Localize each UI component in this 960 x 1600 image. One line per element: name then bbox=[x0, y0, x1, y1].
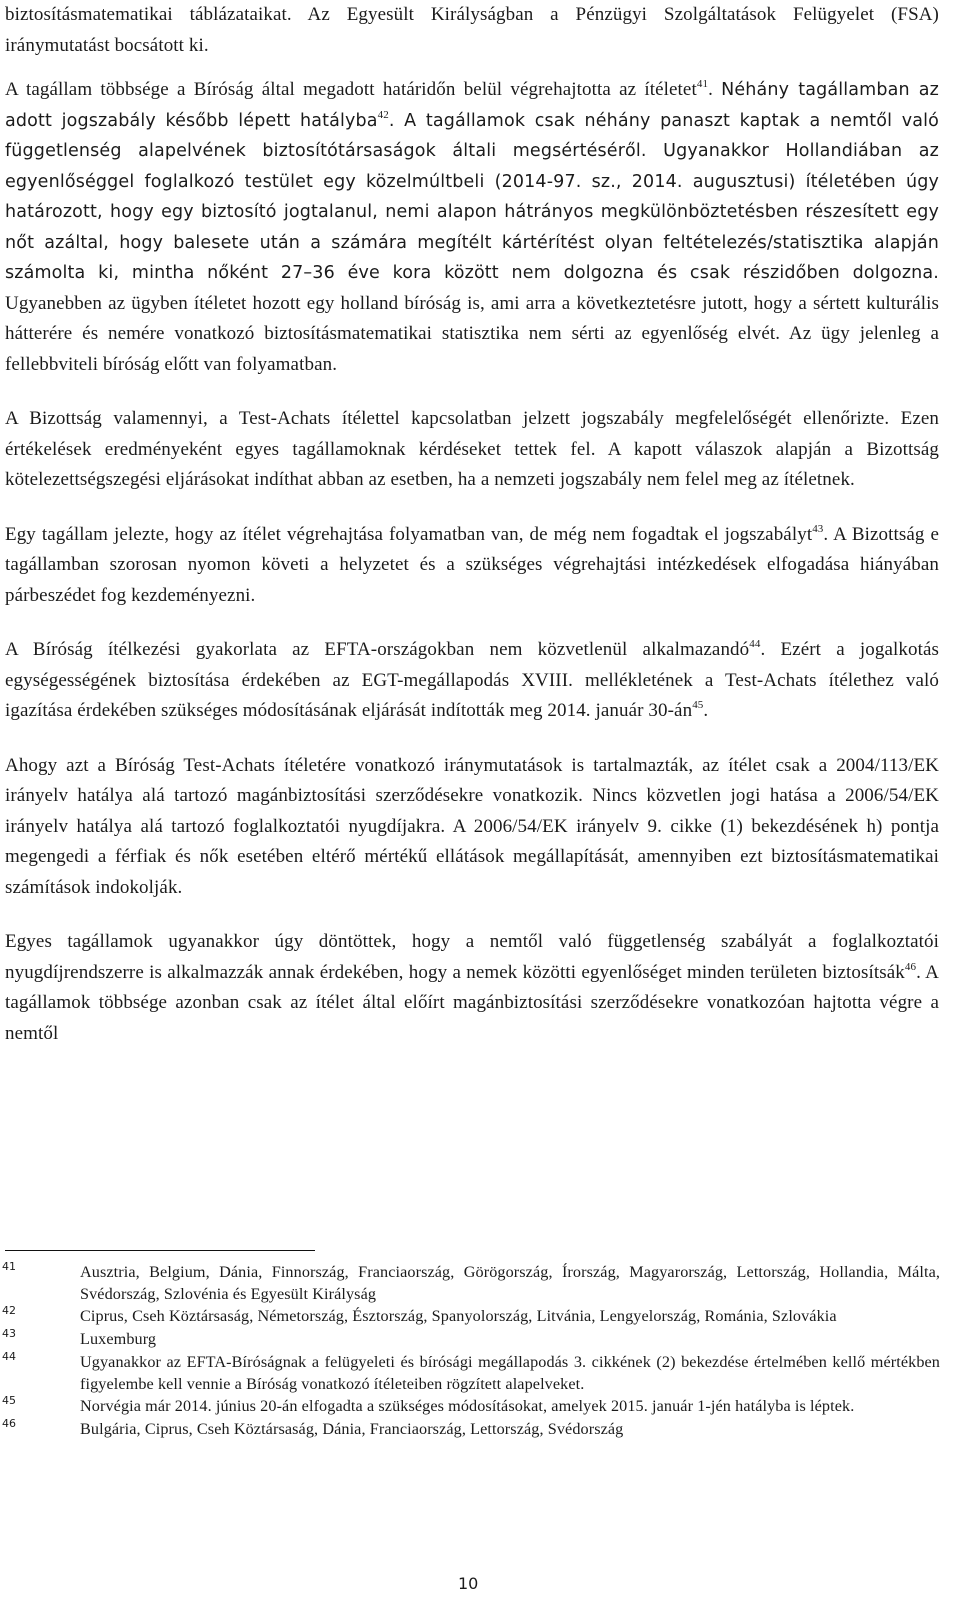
paragraph-text: . bbox=[703, 700, 709, 721]
paragraph-text: Egy tagállam jelezte, hogy az ítélet végrehajtása folyamatban van, de még nem fogadtak el jogszabályt bbox=[5, 523, 813, 545]
paragraph-text: A tagállam többsége a Bíróság által megadott határidőn belül végrehajtotta az ítéletet bbox=[5, 79, 697, 100]
footnote-text: Bulgária, Ciprus, Cseh Köztársaság, Dánia, Franciaország, Lettország, Svédország bbox=[80, 1420, 624, 1438]
paragraph-text: . Ezért a jogalkotás egységességének biztosítása érdekében az EGT-megállapodás XVIII. mellékletének a Test-Achats ítélethez való igazítása érdekében szükséges módosításának eljárását indították meg 2014. január 30-án bbox=[5, 639, 939, 721]
paragraph-text: Ahogy azt a Bíróság Test-Achats ítéletére vonatkozó iránymutatások is tartalmazták, az ítélet csak a 2004/113/EK irányelv hatálya alá tartozó magánbiztosítási szerződésekre vonatkozik. Nincs közvetlen jogi hatása a 2006/54/EK irányelv hatálya alá tartozó foglalkoztatói nyugdíjakra. A 2006/54/EK irányelv 9. cikke (1) bekezdésének h) pontja megengedi a férfiak és nők esetében eltérő mértékű ellátások megállapítását, amennyiben ezt biztosításmatematikai számítások indokolják. bbox=[5, 754, 939, 898]
footnote-number: 41 bbox=[2, 1260, 16, 1273]
paragraph bbox=[5, 927, 939, 1049]
paragraph bbox=[5, 751, 939, 904]
paragraph-text: A Bíróság ítélkezési gyakorlata az EFTA-országokban nem közvetlenül alkalmazandó bbox=[5, 639, 750, 660]
footnote-number: 42 bbox=[2, 1304, 16, 1317]
footnote-41 bbox=[0, 1262, 940, 1305]
footnote-number: 44 bbox=[2, 1350, 16, 1363]
footnote-reference[interactable]: 46 bbox=[904, 960, 917, 973]
footnote-text: Luxemburg bbox=[80, 1330, 157, 1348]
page-number: 10 bbox=[458, 1574, 479, 1593]
paragraph-text: Egyes tagállamok ugyanakkor úgy döntöttek, hogy a nemtől való függetlenség szabályát a foglalkoztatói nyugdíjrendszerre is alkalmazzák annak érdekében, hogy a nemek közötti egyenlőséget minden területen biztosítsák bbox=[5, 931, 939, 983]
paragraph-text: Ugyanebben az ügyben ítéletet hozott egy holland bíróság is, ami arra a következtetésre jutott, hogy a sértett kulturális hátterére és nemére vonatkozó biztosításmatematikai statisztika nem sérti az egyenlőség elvét. Az ügy jelenleg a fellebbviteli bíróság előtt van folyamatban. bbox=[5, 292, 939, 375]
footnote-number: 45 bbox=[2, 1394, 16, 1407]
paragraph bbox=[5, 520, 939, 612]
paragraph-text: . bbox=[708, 79, 722, 100]
footnote-text: Ugyanakkor az EFTA-Bíróságnak a felügyeleti és bírósági megállapodás 3. cikkének (2) bekezdése értelmében kellő mértékben figyelembe kell vennie a Bíróság vonatkozó ítéleteiben rögzített alapelveket. bbox=[80, 1353, 940, 1393]
footnote-text: Norvégia már 2014. június 20-án elfogadta a szükséges módosításokat, amelyek 2015. január 1-jén hatályba is léptek. bbox=[80, 1397, 855, 1415]
footnote-reference[interactable]: 42 bbox=[377, 108, 389, 121]
paragraph-text: . A Bizottság e tagállamban szorosan nyomon követi a helyzetet és a szükséges végrehajtási intézkedések elfogadása hiányában párbeszédet fog kezdeményezni. bbox=[5, 523, 940, 606]
paragraph bbox=[5, 75, 939, 380]
paragraph-text: . A tagállamok csak néhány panaszt kaptak a nemtől való függetlenség alapelvének biztosítótársaságok általi megsértéséről. Ugyanakkor Hollandiában az egyenlőséggel foglalkozó testület egy közelmúltbeli (2014-97. sz., 2014. augusztusi) ítéletében úgy határozott, hogy egy biztosító jogtalanul, nemi alapon hátrányos megkülönböztetésben részesített egy nőt azáltal, hogy balesete után a számára megítélt kártérítést olyan feltételezés/statisztika alapján számolta ki, mintha nőként 27–36 éve kora között nem dolgozna és csak részidőben dolgozna. bbox=[5, 110, 939, 283]
footnote-text: Ausztria, Belgium, Dánia, Finnország, Franciaország, Görögország, Írország, Magyarország, Lettország, Hollandia, Málta, Svédország, Szlovénia és Egyesült Királyság bbox=[80, 1263, 940, 1303]
footnote-text: Ciprus, Cseh Köztársaság, Németország, Észtország, Spanyolország, Litvánia, Lengyelország, Románia, Szlovákia bbox=[80, 1307, 837, 1325]
footnote-reference[interactable]: 45 bbox=[692, 699, 704, 711]
footnote-number: 43 bbox=[2, 1327, 16, 1340]
footnote-45 bbox=[0, 1396, 940, 1418]
paragraph-text: biztosításmatematikai táblázataikat. Az Egyesült Királyságban a Pénzügyi Szolgáltatások Felügyelet (FSA) iránymutatást bocsátott ki. bbox=[5, 4, 939, 56]
paragraph bbox=[5, 635, 939, 727]
footnote-reference[interactable]: 41 bbox=[696, 78, 709, 90]
footnote-43 bbox=[0, 1329, 940, 1351]
footnote-separator bbox=[5, 1250, 315, 1251]
footnote-46 bbox=[0, 1419, 940, 1441]
footnote-42 bbox=[0, 1306, 940, 1328]
footnotes bbox=[0, 1262, 940, 1441]
footnote-reference[interactable]: 43 bbox=[812, 522, 824, 535]
footnote-44 bbox=[0, 1352, 940, 1395]
paragraph bbox=[5, 0, 939, 61]
paragraph-text: Néhány tagállamban az adott jogszabály később lépett hatályba bbox=[5, 80, 939, 131]
paragraph bbox=[5, 404, 939, 496]
document-page bbox=[5, 0, 939, 1049]
footnote-number: 46 bbox=[2, 1417, 16, 1430]
footnote-reference[interactable]: 44 bbox=[749, 638, 761, 650]
paragraph-text: A Bizottság valamennyi, a Test-Achats ítélettel kapcsolatban jelzett jogszabály megfelelőségét ellenőrizte. Ezen értékelések eredményeként egyes tagállamoknak kérdéseket tettek fel. A kapott válaszok alapján a Bizottság kötelezettségszegési eljárásokat indíthat abban az esetben, ha a nemzeti jogszabály nem felel meg az ítéletnek. bbox=[5, 408, 939, 490]
paragraph-text: . A tagállamok többsége azonban csak az ítélet által előírt magánbiztosítási szerződésekre vonatkozóan hajtotta végre a nemtől bbox=[5, 961, 939, 1044]
